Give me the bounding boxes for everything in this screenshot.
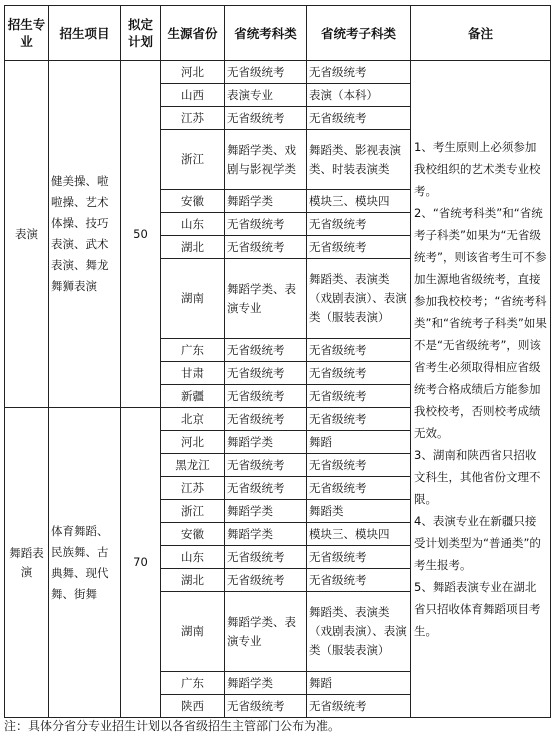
province-cell: 北京 [161, 408, 225, 431]
category-cell: 舞蹈学类、表演专业 [225, 259, 307, 339]
province-cell: 广东 [161, 339, 225, 362]
category-cell: 无省级统考 [225, 385, 307, 408]
category-cell: 舞蹈学类 [225, 190, 307, 213]
header-plan: 拟定计划 [121, 6, 161, 61]
province-cell: 湖北 [161, 569, 225, 592]
note-2: 2、“省统考科类”和“省统考子科类”如果为“无省级统考”，则该省考生可不参加生源地省级统考，直接参加我校校考；“省统考科类”和“省统考子科类”如果不是“无省级统考”，则该省考生必须取得相应省级统考合格成绩后方能参加我校校考，否则校考成绩无效。 [414, 206, 547, 440]
major-items: 体育舞蹈、民族舞、古典舞、现代舞、街舞 [49, 408, 121, 718]
subcategory-cell: 舞蹈类、影视表演类、时装表演类 [307, 130, 411, 190]
province-cell: 山西 [161, 84, 225, 107]
note-1: 1、考生原则上必须参加我校组织的艺术类专业校考。 [414, 140, 541, 198]
category-cell: 舞蹈学类、戏剧与影视学类 [225, 130, 307, 190]
table-row [5, 61, 551, 84]
province-cell: 山东 [161, 546, 225, 569]
category-cell: 表演专业 [225, 84, 307, 107]
category-cell: 舞蹈学类、表演专业 [225, 592, 307, 672]
category-cell: 无省级统考 [225, 213, 307, 236]
subcategory-cell: 无省级统考 [307, 339, 411, 362]
header-province: 生源省份 [161, 6, 225, 61]
subcategory-cell: 模块三、模块四 [307, 523, 411, 546]
province-cell: 河北 [161, 431, 225, 454]
subcategory-cell: 无省级统考 [307, 61, 411, 84]
province-cell: 广东 [161, 672, 225, 695]
province-cell: 新疆 [161, 385, 225, 408]
category-cell: 无省级统考 [225, 569, 307, 592]
header-items: 招生项目 [49, 6, 121, 61]
category-cell: 无省级统考 [225, 477, 307, 500]
subcategory-cell: 无省级统考 [307, 546, 411, 569]
subcategory-cell: 舞蹈类、表演类（戏剧表演）、表演类（服装表演） [307, 592, 411, 672]
footer-note: 注：具体分省分专业招生计划以各省级招生主管部门公布为准。 [4, 719, 341, 733]
category-cell: 无省级统考 [225, 339, 307, 362]
subcategory-cell: 无省级统考 [307, 569, 411, 592]
province-cell: 湖北 [161, 236, 225, 259]
notes-cell [411, 61, 551, 718]
header-notes: 备注 [411, 6, 551, 61]
subcategory-cell: 舞蹈类 [307, 500, 411, 523]
subcategory-cell: 模块三、模块四 [307, 190, 411, 213]
subcategory-cell: 无省级统考 [307, 477, 411, 500]
province-cell: 安徽 [161, 523, 225, 546]
province-cell: 陕西 [161, 695, 225, 718]
subcategory-cell: 舞蹈 [307, 431, 411, 454]
category-cell: 无省级统考 [225, 362, 307, 385]
province-cell: 江苏 [161, 107, 225, 130]
major-plan: 50 [121, 61, 161, 408]
subcategory-cell: 无省级统考 [307, 362, 411, 385]
header-category: 省统考科类 [225, 6, 307, 61]
subcategory-cell: 无省级统考 [307, 408, 411, 431]
category-cell: 无省级统考 [225, 454, 307, 477]
header-subcategory: 省统考子科类 [307, 6, 411, 61]
subcategory-cell: 舞蹈类、表演类（戏剧表演）、表演类（服装表演） [307, 259, 411, 339]
admission-table-container [4, 5, 551, 718]
category-cell: 无省级统考 [225, 236, 307, 259]
note-3: 3、湖南和陕西省只招收文科生，其他省份文理不限。 [414, 448, 541, 506]
subcategory-cell: 无省级统考 [307, 695, 411, 718]
subcategory-cell: 表演（本科） [307, 84, 411, 107]
province-cell: 河北 [161, 61, 225, 84]
province-cell: 黑龙江 [161, 454, 225, 477]
category-cell: 舞蹈学类 [225, 500, 307, 523]
admission-plan-table [4, 5, 551, 718]
subcategory-cell: 无省级统考 [307, 107, 411, 130]
table-header-row [5, 6, 551, 61]
category-cell: 无省级统考 [225, 107, 307, 130]
category-cell: 无省级统考 [225, 61, 307, 84]
subcategory-cell: 无省级统考 [307, 454, 411, 477]
major-items: 健美操、啦啦操、艺术体操、技巧表演、武术表演、舞龙舞狮表演 [49, 61, 121, 408]
province-cell: 浙江 [161, 130, 225, 190]
province-cell: 湖南 [161, 592, 225, 672]
subcategory-cell: 无省级统考 [307, 385, 411, 408]
category-cell: 无省级统考 [225, 408, 307, 431]
note-4: 4、表演专业在新疆只接受计划类型为“普通类”的考生报考。 [414, 514, 541, 572]
note-5: 5、舞蹈表演专业在湖北省只招收体育舞蹈项目考生。 [414, 580, 541, 638]
province-cell: 江苏 [161, 477, 225, 500]
subcategory-cell: 无省级统考 [307, 236, 411, 259]
province-cell: 浙江 [161, 500, 225, 523]
category-cell: 舞蹈学类 [225, 431, 307, 454]
category-cell: 无省级统考 [225, 695, 307, 718]
province-cell: 安徽 [161, 190, 225, 213]
province-cell: 甘肃 [161, 362, 225, 385]
major-name: 舞蹈表演 [5, 408, 49, 718]
province-cell: 湖南 [161, 259, 225, 339]
category-cell: 无省级统考 [225, 546, 307, 569]
header-major: 招生专业 [5, 6, 49, 61]
category-cell: 舞蹈学类 [225, 523, 307, 546]
subcategory-cell: 无省级统考 [307, 213, 411, 236]
category-cell: 舞蹈学类 [225, 672, 307, 695]
province-cell: 山东 [161, 213, 225, 236]
subcategory-cell: 舞蹈 [307, 672, 411, 695]
major-plan: 70 [121, 408, 161, 718]
major-name: 表演 [5, 61, 49, 408]
